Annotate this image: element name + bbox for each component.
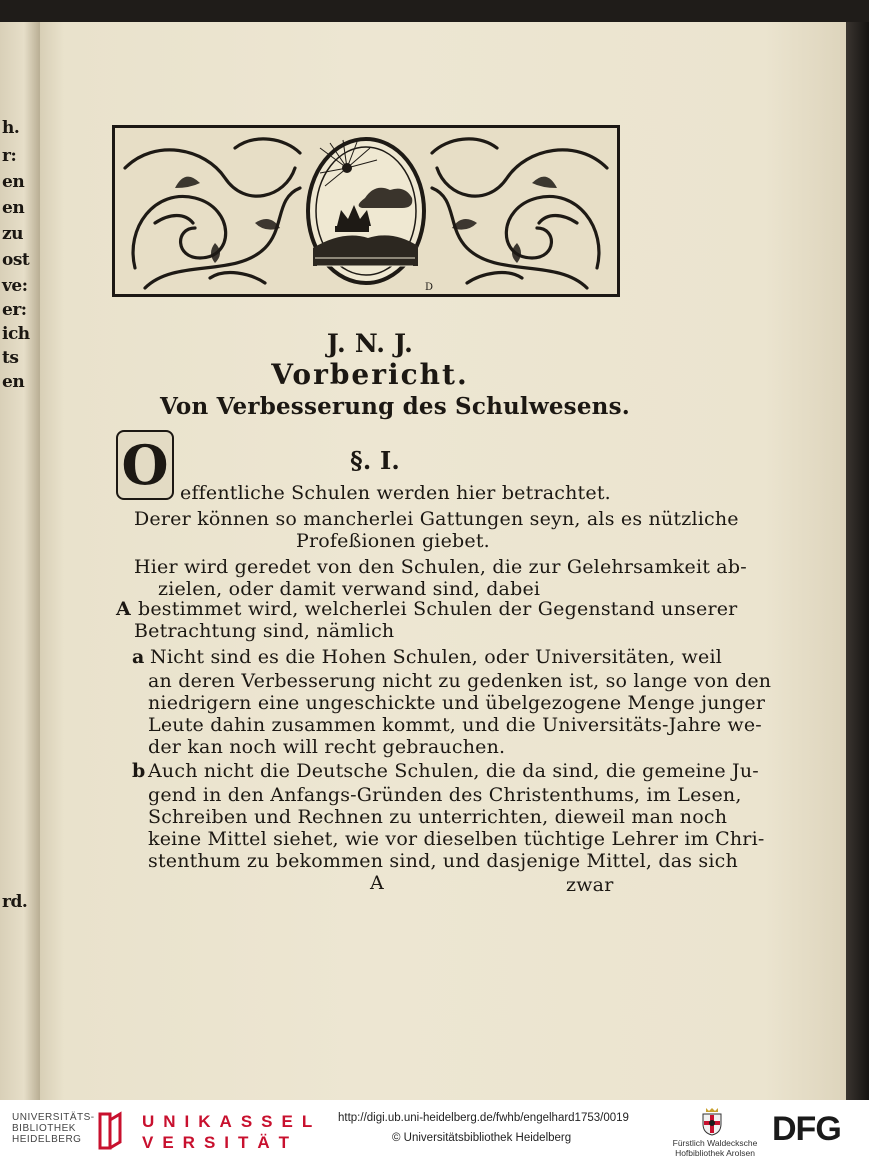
left-fragment: en bbox=[2, 172, 25, 192]
crest-label: Hofbibliothek Arolsen bbox=[675, 1148, 755, 1158]
list-marker-A: A bbox=[116, 598, 131, 620]
text-line: Betrachtung sind, nämlich bbox=[134, 620, 395, 642]
left-fragment: ts bbox=[2, 348, 19, 368]
copyright-text: © Universitätsbibliothek Heidelberg bbox=[392, 1132, 572, 1144]
ub-logo-line: HEIDELBERG bbox=[12, 1134, 82, 1145]
section-heading: §. I. bbox=[350, 446, 400, 475]
text-line: Nicht sind es die Hohen Schulen, oder Universitäten, weil bbox=[150, 646, 723, 668]
uni-kassel-logo-bottom: VERSITÄT bbox=[142, 1133, 299, 1152]
text-line: Auch nicht die Deutsche Schulen, die da sind, die gemeine Ju- bbox=[148, 760, 759, 782]
source-url-link[interactable]: http://digi.ub.uni-heidelberg.de/fwhb/engelhard1753/0019 bbox=[338, 1112, 629, 1124]
text-line: der kan noch will recht gebrauchen. bbox=[148, 736, 506, 758]
page-title: Vorbericht. bbox=[271, 358, 469, 391]
text-line: Profeßionen giebet. bbox=[296, 530, 490, 552]
crest-label: Fürstlich Waldecksche bbox=[672, 1138, 758, 1148]
left-fragment: er: bbox=[2, 300, 27, 320]
left-fragment: ost bbox=[2, 250, 30, 270]
ornament-headpiece bbox=[112, 125, 620, 297]
text-line: keine Mittel siehet, wie vor dieselben tüchtige Lehrer im Chri- bbox=[148, 828, 765, 850]
left-fragment: ich bbox=[2, 324, 30, 344]
text-line: Leute dahin zusammen kommt, und die Universitäts-Jahre we- bbox=[148, 714, 762, 736]
text-line: niedrigern eine ungeschickte und übelgezogene Menge junger bbox=[148, 692, 766, 714]
list-marker-a: a bbox=[132, 646, 145, 668]
ornament-image bbox=[115, 128, 617, 294]
left-fragment: en bbox=[2, 198, 25, 218]
text-line: zielen, oder damit verwand sind, dabei bbox=[158, 578, 541, 600]
ub-logo-line: UNIVERSITÄTS- bbox=[12, 1112, 95, 1123]
text-line: bestimmet wird, welcherlei Schulen der Gegenstand unserer bbox=[138, 598, 738, 620]
page-subtitle: Von Verbesserung des Schulwesens. bbox=[160, 393, 630, 420]
left-fragment: zu bbox=[2, 224, 24, 244]
page-edge-shadow bbox=[846, 22, 869, 1100]
text-line: an deren Verbesserung nicht zu gedenken ist, so lange von den bbox=[148, 670, 772, 692]
text-line: gend in den Anfangs-Gründen des Christenthums, im Lesen, bbox=[148, 784, 742, 806]
text-line: Derer können so mancherlei Gattungen seyn, als es nützliche bbox=[134, 508, 739, 530]
text-line: effentliche Schulen werden hier betrachtet. bbox=[180, 482, 611, 504]
left-fragment: en bbox=[2, 372, 25, 392]
left-page-edge bbox=[0, 22, 40, 1100]
drop-capital: O bbox=[116, 430, 174, 500]
ub-logo-line: BIBLIOTHEK bbox=[12, 1123, 76, 1134]
list-marker-b: b bbox=[132, 760, 146, 782]
footer-banner bbox=[0, 1100, 869, 1162]
svg-text:D: D bbox=[425, 282, 434, 293]
dfg-logo: DFG bbox=[772, 1110, 841, 1148]
catchword: zwar bbox=[566, 874, 614, 896]
uni-kassel-logo-top: UNIKASSEL bbox=[142, 1112, 322, 1131]
left-fragment: h. bbox=[2, 118, 20, 138]
waldeck-crest-icon bbox=[700, 1106, 724, 1136]
left-fragment: r: bbox=[2, 146, 17, 166]
text-line: Schreiben und Rechnen zu unterrichten, dieweil man noch bbox=[148, 806, 728, 828]
left-fragment: ve: bbox=[2, 276, 28, 296]
ub-heidelberg-logo-icon bbox=[96, 1110, 124, 1152]
text-line: Hier wird geredet von den Schulen, die zur Gelehrsamkeit ab- bbox=[134, 556, 747, 578]
text-line: stenthum zu bekommen sind, und dasjenige Mittel, das sich bbox=[148, 850, 738, 872]
left-fragment: rd. bbox=[2, 892, 28, 912]
monogram: J. N. J. bbox=[326, 329, 414, 358]
signature-mark: A bbox=[370, 872, 384, 894]
